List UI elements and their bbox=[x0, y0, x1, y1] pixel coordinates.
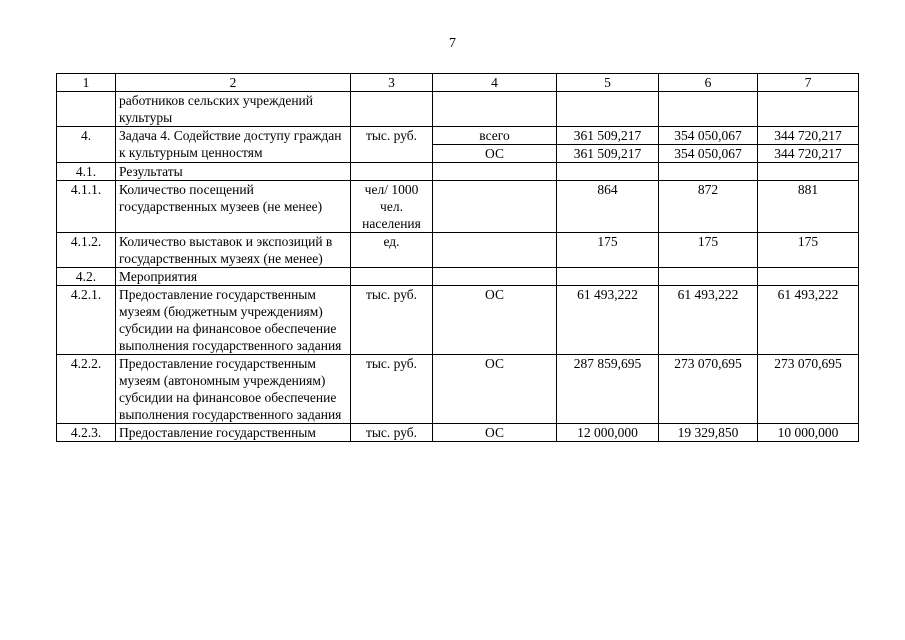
row-unit: тыс. руб. bbox=[351, 424, 433, 442]
row-value-6 bbox=[659, 163, 758, 181]
row-name: Результаты bbox=[116, 163, 351, 181]
row-value-5: 864 bbox=[557, 181, 659, 233]
row-value-7: 273 070,695 bbox=[758, 355, 859, 424]
row-name: Предоставление государственным музеям (автономным учреждениям) субсидии на финансовое обеспечение выполнения государственного задания bbox=[116, 355, 351, 424]
row-number: 4.2. bbox=[57, 268, 116, 286]
row-number: 4.1.1. bbox=[57, 181, 116, 233]
row-value-6: 61 493,222 bbox=[659, 286, 758, 355]
row-number: 4.1. bbox=[57, 163, 116, 181]
header-row bbox=[57, 74, 859, 92]
row-value-7: 344 720,217 bbox=[758, 127, 859, 145]
row-value-7: 881 bbox=[758, 181, 859, 233]
row-source bbox=[433, 233, 557, 268]
header-cell: 4 bbox=[433, 74, 557, 92]
row-number bbox=[57, 92, 116, 127]
row-value-6 bbox=[659, 92, 758, 127]
row-value-5: 61 493,222 bbox=[557, 286, 659, 355]
row-value-6: 19 329,850 bbox=[659, 424, 758, 442]
row-number: 4.2.2. bbox=[57, 355, 116, 424]
header-cell: 6 bbox=[659, 74, 758, 92]
row-value-7 bbox=[758, 92, 859, 127]
row-name: Предоставление государственным музеям (бюджетным учреждениям) субсидии на финансовое обеспечение выполнения государственного задания bbox=[116, 286, 351, 355]
row-unit bbox=[351, 268, 433, 286]
table-row bbox=[57, 233, 859, 268]
page-number: 7 bbox=[449, 36, 456, 51]
row-source: ОС bbox=[433, 355, 557, 424]
row-value-5 bbox=[557, 163, 659, 181]
row-value-5: 287 859,695 bbox=[557, 355, 659, 424]
row-source bbox=[433, 268, 557, 286]
row-value-5 bbox=[557, 268, 659, 286]
table-row bbox=[57, 286, 859, 355]
row-source: ОС bbox=[433, 286, 557, 355]
row-name: Мероприятия bbox=[116, 268, 351, 286]
row-unit bbox=[351, 163, 433, 181]
row-value-7: 61 493,222 bbox=[758, 286, 859, 355]
row-value-5 bbox=[557, 92, 659, 127]
row-value-6: 175 bbox=[659, 233, 758, 268]
row-unit: тыс. руб. bbox=[351, 355, 433, 424]
row-name: Задача 4. Содействие доступу граждан к культурным ценностям bbox=[116, 127, 351, 163]
row-number: 4.2.3. bbox=[57, 424, 116, 442]
header-cell: 1 bbox=[57, 74, 116, 92]
row-unit: тыс. руб. bbox=[351, 286, 433, 355]
row-value-6: 872 bbox=[659, 181, 758, 233]
row-value-5: 361 509,217 bbox=[557, 145, 659, 163]
row-source: всего bbox=[433, 127, 557, 145]
header-cell: 5 bbox=[557, 74, 659, 92]
row-name: работников сельских учреждений культуры bbox=[116, 92, 351, 127]
row-number: 4. bbox=[57, 127, 116, 163]
row-value-7 bbox=[758, 268, 859, 286]
row-value-5: 361 509,217 bbox=[557, 127, 659, 145]
row-value-6 bbox=[659, 268, 758, 286]
table-row bbox=[57, 163, 859, 181]
row-value-7: 10 000,000 bbox=[758, 424, 859, 442]
table-row bbox=[57, 127, 859, 145]
table-row bbox=[57, 355, 859, 424]
table-row bbox=[57, 268, 859, 286]
table-row bbox=[57, 92, 859, 127]
row-value-5: 175 bbox=[557, 233, 659, 268]
row-source bbox=[433, 92, 557, 127]
row-source bbox=[433, 181, 557, 233]
row-value-6: 354 050,067 bbox=[659, 145, 758, 163]
row-name: Предоставление государственным bbox=[116, 424, 351, 442]
row-value-7: 175 bbox=[758, 233, 859, 268]
row-unit: тыс. руб. bbox=[351, 127, 433, 163]
row-source: ОС bbox=[433, 424, 557, 442]
header-cell: 3 bbox=[351, 74, 433, 92]
header-cell: 7 bbox=[758, 74, 859, 92]
row-unit bbox=[351, 92, 433, 127]
table-row bbox=[57, 424, 859, 442]
row-unit: чел/ 1000 чел. населения bbox=[351, 181, 433, 233]
row-number: 4.2.1. bbox=[57, 286, 116, 355]
table-row bbox=[57, 181, 859, 233]
row-value-7: 344 720,217 bbox=[758, 145, 859, 163]
header-cell: 2 bbox=[116, 74, 351, 92]
program-table bbox=[56, 73, 859, 442]
row-value-6: 354 050,067 bbox=[659, 127, 758, 145]
row-value-6: 273 070,695 bbox=[659, 355, 758, 424]
row-source bbox=[433, 163, 557, 181]
row-value-7 bbox=[758, 163, 859, 181]
row-number: 4.1.2. bbox=[57, 233, 116, 268]
row-source: ОС bbox=[433, 145, 557, 163]
row-unit: ед. bbox=[351, 233, 433, 268]
row-name: Количество выставок и экспозиций в государственных музеях (не менее) bbox=[116, 233, 351, 268]
row-value-5: 12 000,000 bbox=[557, 424, 659, 442]
row-name: Количество посещений государственных музеев (не менее) bbox=[116, 181, 351, 233]
